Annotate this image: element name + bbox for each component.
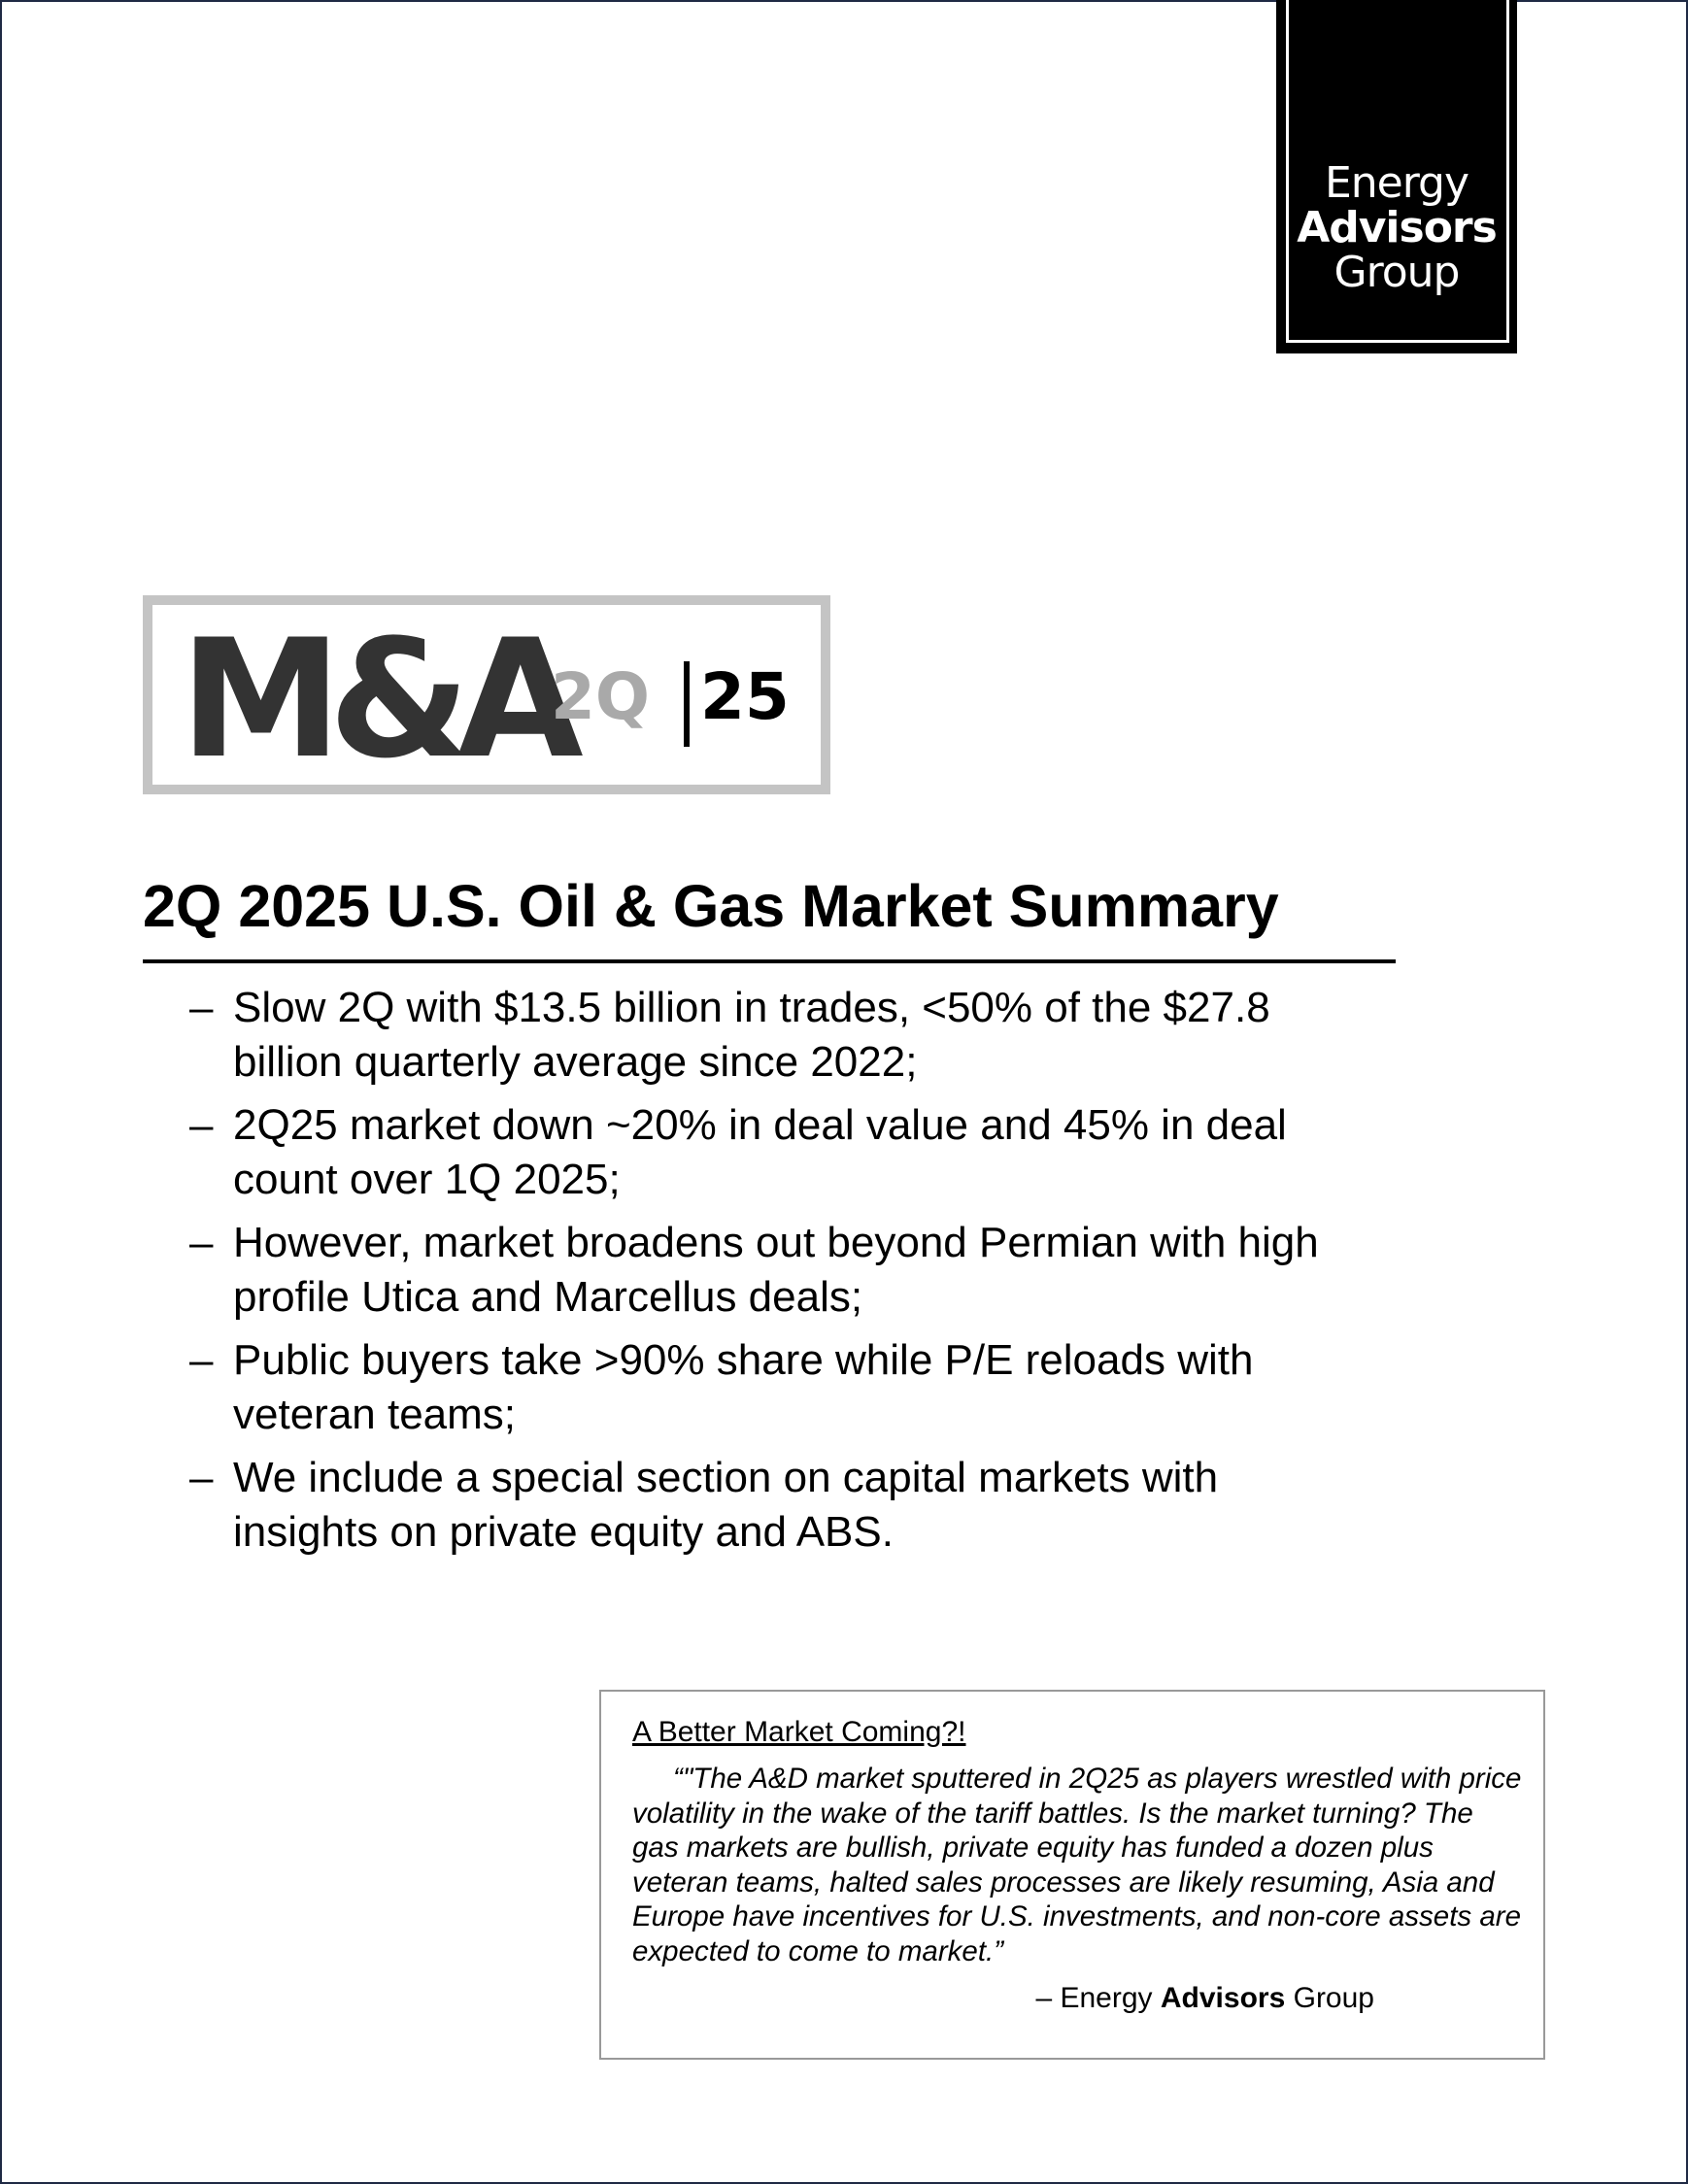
bullet-text: Public buyers take >90% share while P/E reloads with veteran teams; xyxy=(233,1336,1254,1438)
quote-body: “"The A&D market sputtered in 2Q25 as players wrestled with price volatility in the wake of the tariff battles. Is the market turning? The gas markets are bullish, private equity has funded a dozen plus veteran teams, halted sales processes are likely resuming, Asia and Europe have incentives for U.S. investments, and non-core assets are expected to come to market.” xyxy=(632,1763,1522,1967)
attribution-prefix: – Energy xyxy=(1035,1982,1153,2014)
bullet-text: We include a special section on capital markets with insights on private equity and ABS. xyxy=(233,1454,1219,1556)
bullet-dash: – xyxy=(189,984,214,1031)
list-item xyxy=(189,1451,1355,1560)
bullet-text: However, market broadens out beyond Permian with high profile Utica and Marcellus deals; xyxy=(233,1219,1319,1321)
quote-box xyxy=(599,1690,1545,2060)
bullet-dash: – xyxy=(189,1101,214,1149)
list-item xyxy=(189,1216,1355,1325)
logo-line-group: Group xyxy=(1334,248,1460,297)
badge-ma-text: M&A xyxy=(180,604,570,794)
summary-bullet-list xyxy=(189,981,1355,1568)
attribution-suffix: Group xyxy=(1293,1982,1374,2014)
ma-quarter-badge xyxy=(143,595,830,794)
logo-line-energy: Energy xyxy=(1324,158,1469,208)
page-title: 2Q 2025 U.S. Oil & Gas Market Summary xyxy=(143,873,1279,939)
badge-year: 25 xyxy=(700,659,790,734)
list-item xyxy=(189,1333,1355,1442)
energy-advisors-group-logo xyxy=(1276,0,1517,353)
attribution-bold: Advisors xyxy=(1160,1982,1286,2014)
badge-divider xyxy=(684,661,690,747)
logo-text xyxy=(1276,158,1517,297)
title-underline xyxy=(143,959,1396,963)
bullet-dash: – xyxy=(189,1336,214,1384)
quote-heading: A Better Market Coming?! xyxy=(632,1716,966,1748)
bullet-dash: – xyxy=(189,1219,214,1266)
bullet-dash: – xyxy=(189,1454,214,1501)
list-item xyxy=(189,981,1355,1090)
badge-quarter: 2Q xyxy=(551,659,651,734)
bullet-text: 2Q25 market down ~20% in deal value and 45% in deal count over 1Q 2025; xyxy=(233,1101,1287,1203)
quote-attribution xyxy=(1035,1981,1374,2016)
list-item xyxy=(189,1098,1355,1207)
logo-line-advisors: Advisors xyxy=(1297,203,1497,252)
bullet-text: Slow 2Q with $13.5 billion in trades, <50% of the $27.8 billion quarterly average since 2022; xyxy=(233,984,1270,1086)
